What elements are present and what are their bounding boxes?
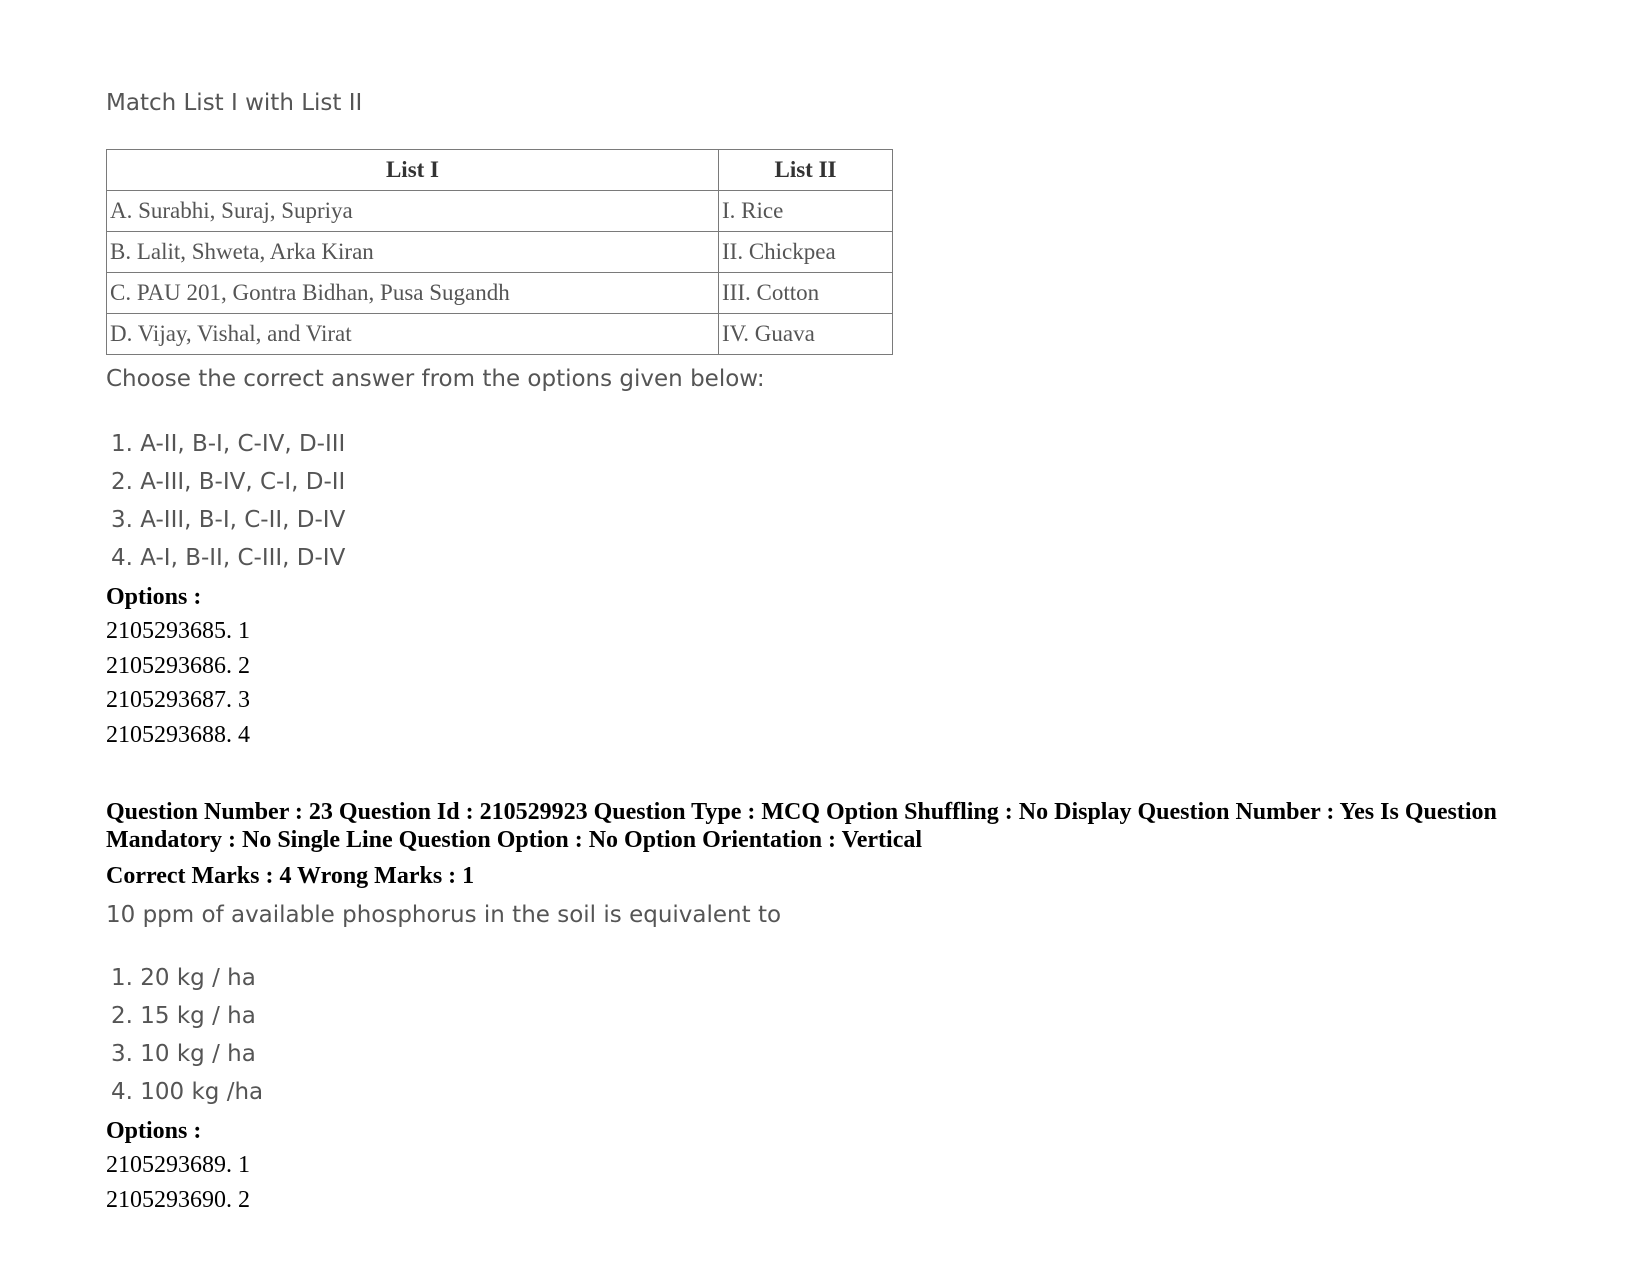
list-2-header: List II — [719, 150, 893, 191]
list-1-cell: D. Vijay, Vishal, and Virat — [107, 314, 719, 355]
list-2-cell: IV. Guava — [719, 314, 893, 355]
option-id-row: 2105293687. 3 — [106, 687, 250, 713]
table-row — [107, 191, 893, 232]
options-title: Options : — [106, 584, 202, 610]
list-2-cell: III. Cotton — [719, 273, 893, 314]
answer-instruction: Choose the correct answer from the options given below: — [106, 366, 765, 392]
options-block — [106, 1114, 250, 1217]
list-1-cell: A. Surabhi, Suraj, Supriya — [107, 191, 719, 232]
options-title: Options : — [106, 1118, 202, 1144]
list-1-cell: C. PAU 201, Gontra Bidhan, Pusa Sugandh — [107, 273, 719, 314]
answer-choices — [111, 425, 345, 577]
option-id-row: 2105293688. 4 — [106, 721, 250, 748]
table-row — [107, 314, 893, 355]
list-2-cell: I. Rice — [719, 191, 893, 232]
match-table — [106, 149, 893, 355]
question-prompt: Match List I with List II — [106, 90, 363, 116]
options-block — [106, 580, 250, 752]
list-item: 2. 15 kg / ha — [111, 1003, 256, 1029]
option-id-row: 2105293690. 2 — [106, 1186, 250, 1213]
list-item: 4. 100 kg /ha — [111, 1079, 264, 1105]
list-item: 1. 20 kg / ha — [111, 965, 256, 991]
question-marks: Correct Marks : 4 Wrong Marks : 1 — [106, 863, 475, 889]
question-prompt: 10 ppm of available phosphorus in the soil is equivalent to — [106, 902, 782, 928]
answer-choices — [111, 959, 263, 1111]
list-item: 4. A-I, B-II, C-III, D-IV — [111, 545, 346, 571]
list-item: 3. 10 kg / ha — [111, 1041, 256, 1067]
list-2-cell: II. Chickpea — [719, 232, 893, 273]
list-item: 3. A-III, B-I, C-II, D-IV — [111, 507, 346, 533]
list-item: 2. A-III, B-IV, C-I, D-II — [111, 469, 346, 495]
list-1-cell: B. Lalit, Shweta, Arka Kiran — [107, 232, 719, 273]
option-id-row: 2105293685. 1 — [106, 618, 250, 644]
table-header-row — [107, 150, 893, 191]
option-id-row: 2105293686. 2 — [106, 652, 250, 679]
table-row — [107, 273, 893, 314]
option-id-row: 2105293689. 1 — [106, 1152, 250, 1178]
list-1-header: List I — [107, 150, 719, 191]
table-row — [107, 232, 893, 273]
list-item: 1. A-II, B-I, C-IV, D-III — [111, 431, 346, 457]
question-metadata: Question Number : 23 Question Id : 210529923 Question Type : MCQ Option Shuffling : No Display Question Number : Yes Is Question Mandatory : No Single Line Question Option : No Option Orientation : Vertical — [106, 799, 1497, 853]
